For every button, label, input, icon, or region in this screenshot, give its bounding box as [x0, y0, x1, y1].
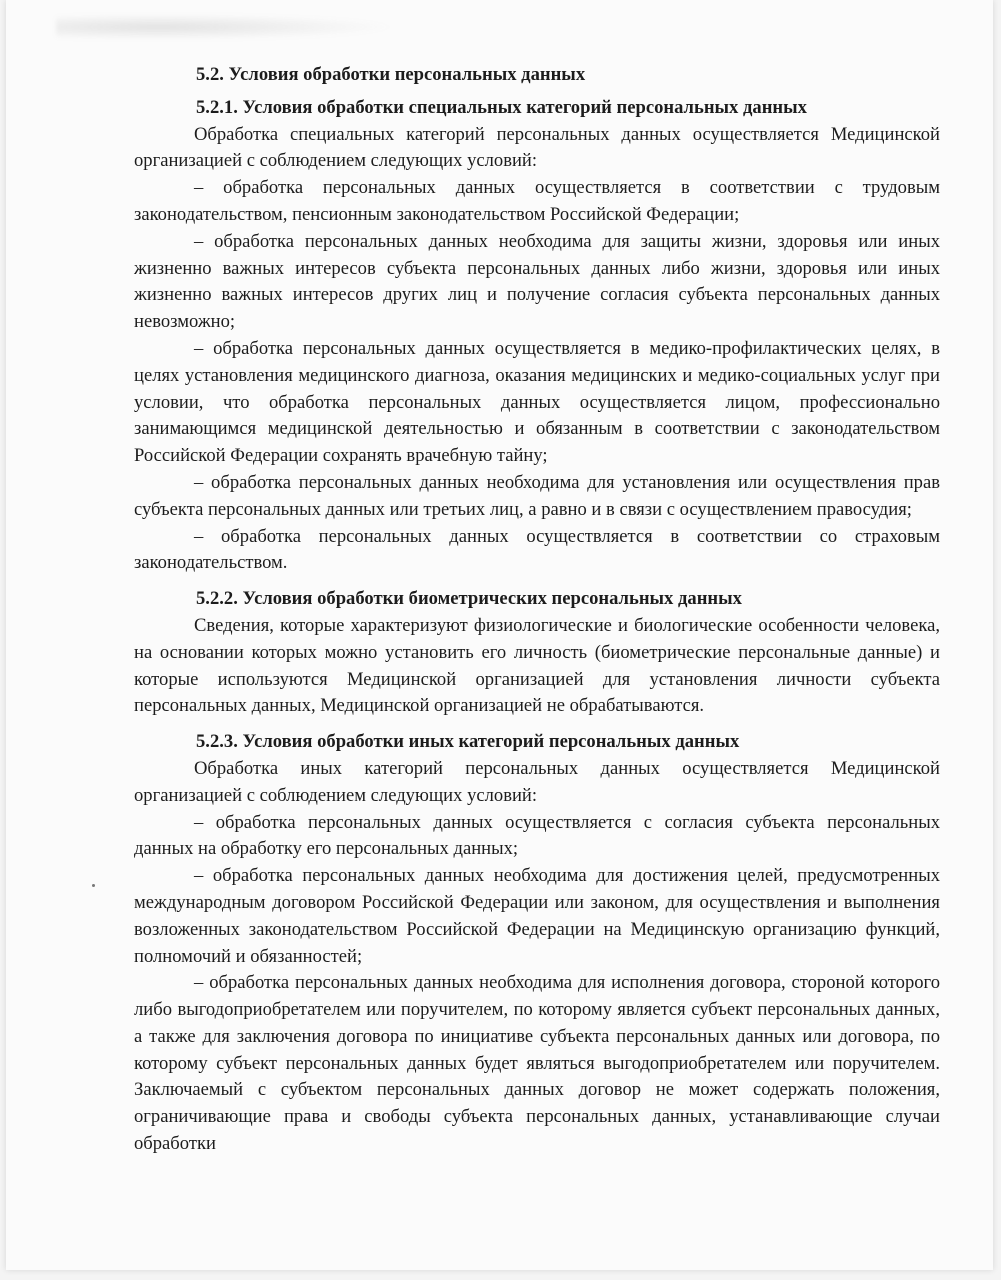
document-page	[6, 0, 993, 1270]
paragraph: – обработка персональных данных осуществляется в медико-профилактических целях, в целях установления медицинского диагноза, оказания медицинских и медико-социальных услуг при условии, что обработка персональных данных осуществляется лицом, профессионально занимающимся медицинской деятельностью и обязанным в соответствии с законодательством Российской Федерации сохранять врачебную тайну;	[134, 337, 940, 467]
subsection-title-5-2-3: 5.2.3. Условия обработки иных категорий персональных данных	[196, 731, 740, 753]
paragraph: – обработка персональных данных осуществляется в соответствии с трудовым законодательством, пенсионным законодательством Российской Федерации;	[134, 177, 940, 225]
scan-smudge	[56, 14, 396, 40]
paragraph: Обработка специальных категорий персональных данных осуществляется Медицинской организацией с соблюдением следующих условий:	[134, 123, 940, 172]
scan-speck	[92, 884, 95, 887]
paragraph: – обработка персональных данных необходима для исполнения договора, стороной которого либо выгодоприобретателем или поручителем, по которому является субъект персональных данных, а также для заключения договора по инициативе субъекта персональных данных или договора, по которому субъект персональных данных будет являться выгодоприобретателем или поручителем. Заключаемый с субъектом персональных данных договор не может содержать положения, ограничивающие права и свободы субъекта персональных данных, устанавливающие случаи обработки	[134, 972, 940, 1155]
paragraph: – обработка персональных данных осуществляется с согласия субъекта персональных данных на обработку его персональных данных;	[134, 811, 940, 860]
section-title: 5.2. Условия обработки персональных данных	[196, 64, 586, 85]
paragraph: – обработка персональных данных необходима для установления или осуществления прав субъекта персональных данных или третьих лиц, а равно и в связи с осуществлением правосудия;	[134, 471, 940, 520]
paragraph: – обработка персональных данных необходима для достижения целей, предусмотренных международным договором Российской Федерации или законом, для осуществления и выполнения возложенных законодательством Российской Федерации на Медицинскую организацию функций, полномочий и обязанностей;	[134, 865, 940, 967]
paragraph: – обработка персональных данных осуществляется в соответствии со страховым законодательством.	[134, 525, 940, 574]
subsection-title-5-2-2: 5.2.2. Условия обработки биометрических персональных данных	[196, 588, 742, 610]
paragraph: Обработка иных категорий персональных данных осуществляется Медицинской организацией с соблюдением следующих условий:	[134, 757, 940, 806]
subsection-title-5-2-1: 5.2.1. Условия обработки специальных категорий персональных данных	[196, 96, 807, 118]
document-body	[134, 62, 940, 1158]
paragraph: Сведения, которые характеризуют физиологические и биологические особенности человека, на основании которых можно установить его личность (биометрические персональные данные) и которые используются Медицинской организацией для установления личности субъекта персональных данных, Медицинской организацией не обрабатываются.	[134, 614, 940, 717]
paragraph: – обработка персональных данных необходима для защиты жизни, здоровья или иных жизненно важных интересов субъекта персональных данных либо жизни, здоровья или иных жизненно важных интересов других лиц и получение согласия субъекта персональных данных невозможно;	[134, 230, 940, 333]
